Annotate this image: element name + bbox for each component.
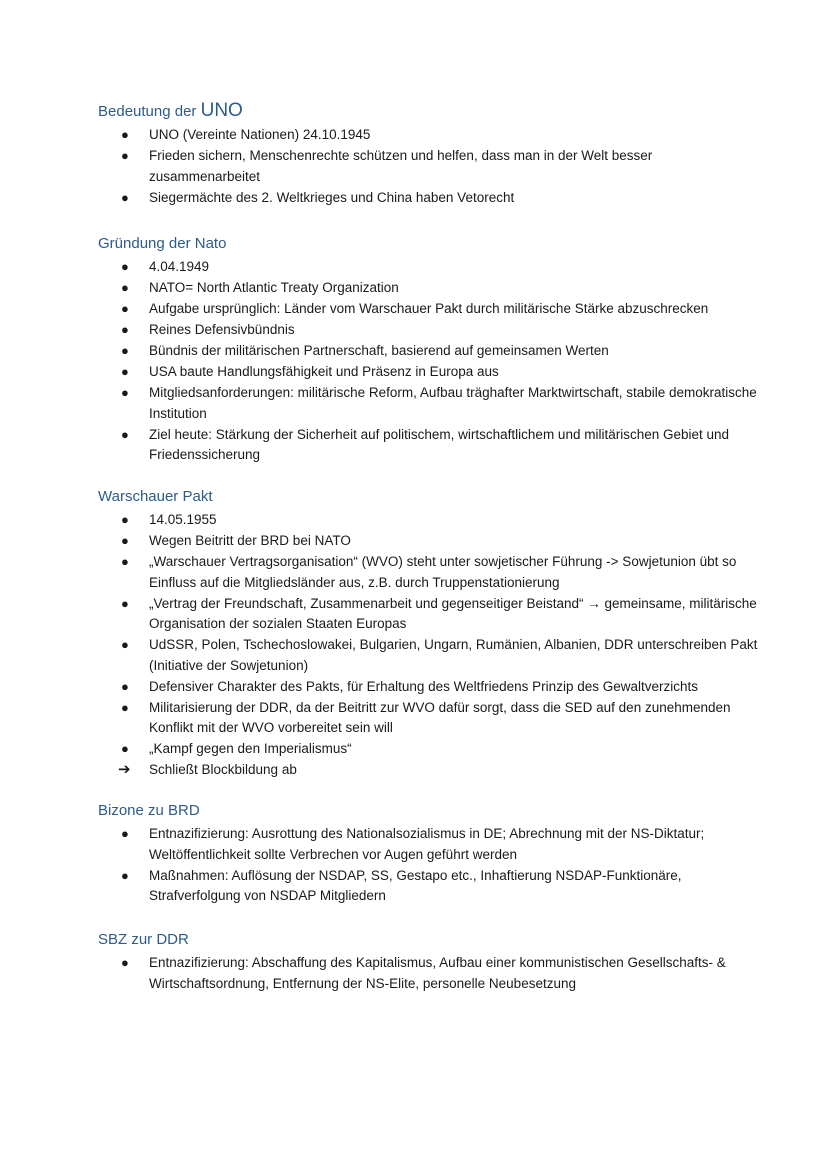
bullet-list (98, 824, 758, 907)
list-item: ● Entnazifizierung: Ausrottung des Nationalsozialismus in DE; Abrechnung mit der NS-Diktatur; Weltöffentlichkeit sollte Verbrechen vor Augen geführt werden (121, 826, 705, 862)
bullet-icon: ● (121, 343, 129, 358)
section-heading: SBZ zur DDR (98, 931, 189, 948)
list-item: ● Ziel heute: Stärkung der Sicherheit auf politischem, wirtschaftlichem und militärischen Gebiet und Friedenssicherung (121, 426, 730, 462)
list-item: ● Militarisierung der DDR, da der Beitritt zur WVO dafür sorgt, dass die SED auf den zunehmenden Konflikt mit der WVO vorbereitet sein will (121, 699, 731, 735)
section-heading: Warschauer Pakt (98, 488, 213, 505)
list-item: ● „Warschauer Vertragsorganisation“ (WVO) steht unter sowjetischer Führung -> Sowjetunion übt so Einfluss auf die Mitgliedsländer aus, z.B. durch Truppenstationierung (121, 554, 737, 590)
arrow-right-icon: ➔ (118, 761, 131, 778)
section-nato (98, 234, 758, 466)
bullet-icon: ● (121, 127, 129, 142)
bullet-icon: ● (121, 595, 129, 611)
bullet-icon: ● (121, 280, 129, 295)
list-item: ● Reines Defensivbündnis (98, 320, 758, 341)
bullet-icon: ● (121, 826, 129, 841)
list-item: ● „Vertrag der Freundschaft, Zusammenarbeit und gegenseitiger Beistand“ → gemeinsame, militärische Organisation der sozialen Staaten Europas (121, 595, 757, 631)
bullet-list (98, 953, 758, 994)
list-item: ● NATO= North Atlantic Treaty Organization (98, 278, 758, 299)
section-uno (98, 101, 758, 209)
bullet-icon: ● (121, 741, 129, 756)
bullet-icon: ● (121, 867, 129, 883)
section-heading: Gründung der Nato (98, 235, 227, 252)
list-item: ➔ Schließt Blockbildung ab (98, 760, 758, 781)
section-sbz-ddr (98, 930, 758, 995)
bullet-icon: ● (121, 385, 129, 400)
bullet-icon: ● (121, 554, 129, 569)
list-item: ● Aufgabe ursprünglich: Länder vom Warschauer Pakt durch militärische Stärke abzuschrecken (98, 299, 758, 320)
section-heading: Bedeutung der UNO (98, 100, 243, 121)
list-item: ● 4.04.1949 (98, 257, 758, 278)
list-item: ● Maßnahmen: Auflösung der NSDAP, SS, Gestapo etc., Inhaftierung NSDAP-Funktionäre, Strafverfolgung von NSDAP Mitgliedern (121, 867, 682, 903)
list-item: ● Mitgliedsanforderungen: militärische Reform, Aufbau träghafter Marktwirtschaft, stabile demokratische Institution (121, 385, 757, 421)
list-item: ● „Kampf gegen den Imperialismus“ (98, 739, 758, 760)
list-item: ● Wegen Beitritt der BRD bei NATO (98, 531, 758, 552)
bullet-icon: ● (121, 678, 129, 694)
list-item: ● Entnazifizierung: Abschaffung des Kapitalismus, Aufbau einer kommunistischen Gesellschafts- & Wirtschaftsordnung, Entfernung der NS-Elite, personelle Neubesetzung (121, 955, 726, 991)
list-item: ● Frieden sichern, Menschenrechte schützen und helfen, dass man in der Welt besser zusammenarbeitet (121, 148, 653, 184)
list-item: ● 14.05.1955 (98, 510, 758, 531)
bullet-list (98, 125, 758, 208)
list-item: ● Bündnis der militärischen Partnerschaft, basierend auf gemeinsamen Werten (98, 341, 758, 362)
bullet-icon: ● (121, 955, 129, 970)
bullet-list (98, 257, 758, 466)
section-warschauer-pakt (98, 487, 758, 781)
bullet-icon: ● (121, 259, 129, 274)
bullet-icon: ● (121, 189, 129, 205)
bullet-icon: ● (121, 364, 129, 379)
bullet-icon: ● (121, 301, 129, 316)
list-item: ● Siegermächte des 2. Weltkrieges und China haben Vetorecht (98, 188, 758, 209)
bullet-icon: ● (121, 426, 129, 442)
section-heading: Bizone zu BRD (98, 802, 200, 819)
section-bizone-brd (98, 801, 758, 907)
bullet-icon: ● (121, 533, 129, 548)
list-item: ● UNO (Vereinte Nationen) 24.10.1945 (98, 125, 758, 146)
list-item: ● Defensiver Charakter des Pakts, für Erhaltung des Weltfriedens Prinzip des Gewaltverzichts (98, 677, 758, 698)
list-item: ● UdSSR, Polen, Tschechoslowakei, Bulgarien, Ungarn, Rumänien, Albanien, DDR unterschreiben Pakt (Initiative der Sowjetunion) (121, 637, 758, 673)
list-item: ● USA baute Handlungsfähigkeit und Präsenz in Europa aus (98, 362, 758, 383)
bullet-icon: ● (121, 699, 129, 715)
bullet-icon: ● (121, 637, 129, 652)
bullet-icon: ● (121, 322, 129, 337)
bullet-icon: ● (121, 512, 129, 527)
bullet-list (98, 510, 758, 781)
bullet-icon: ● (121, 148, 129, 163)
